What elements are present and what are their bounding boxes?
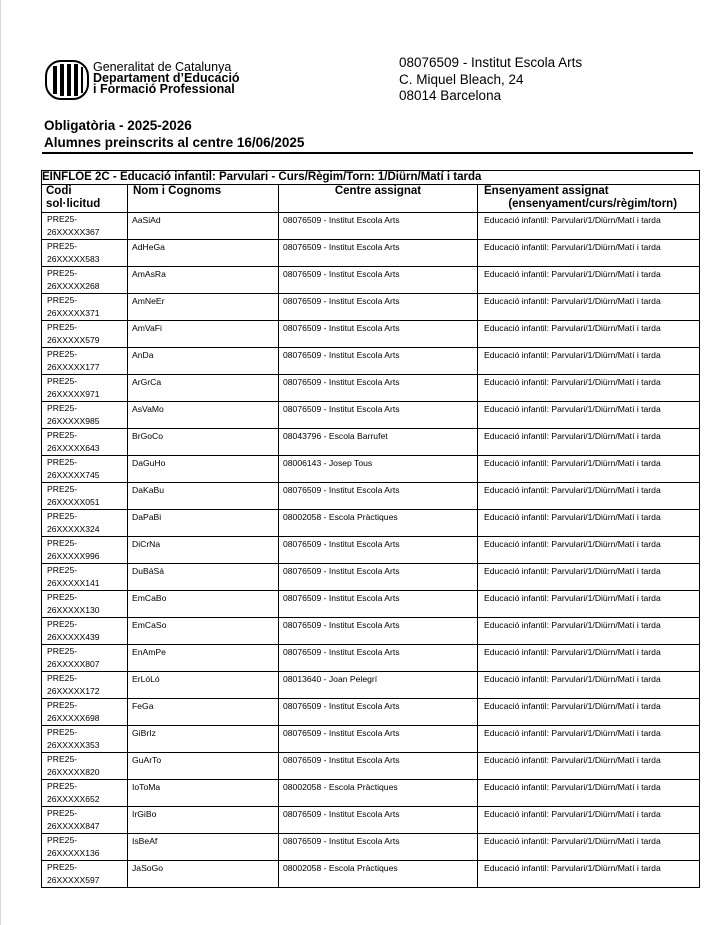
organization-block	[93, 62, 240, 95]
assigned-ensenyament: Educació infantil: Parvulari/1/Diürn/Matí i tarda	[478, 537, 700, 564]
assigned-ensenyament: Educació infantil: Parvulari/1/Diürn/Matí i tarda	[478, 456, 700, 483]
assigned-ensenyament: Educació infantil: Parvulari/1/Diürn/Matí i tarda	[478, 753, 700, 780]
request-code-number: 26XXXXX579	[47, 334, 100, 345]
assigned-centre: 08076509 - Institut Escola Arts	[279, 753, 478, 780]
table-row	[42, 213, 700, 240]
table-row	[42, 591, 700, 618]
student-name: AmNeEr	[128, 294, 279, 321]
student-name: EmCaSo	[128, 618, 279, 645]
request-code-prefix: PRE25-	[47, 862, 78, 872]
request-code-prefix: PRE25-	[47, 457, 78, 467]
request-code-number: 26XXXXX652	[47, 793, 100, 804]
assigned-centre: 08013640 - Joan Pelegrí	[279, 672, 478, 699]
school-city: 08014 Barcelona	[399, 88, 502, 103]
school-address	[399, 55, 582, 105]
request-code	[42, 672, 128, 699]
table-body	[42, 213, 700, 888]
request-code-number: 26XXXXX268	[47, 280, 100, 291]
request-code	[42, 591, 128, 618]
assigned-centre: 08043796 - Escola Barrufet	[279, 429, 478, 456]
student-name: DaKaBu	[128, 483, 279, 510]
header-ensenyament-line-1: Ensenyament assignat	[484, 185, 609, 197]
assigned-centre: 08076509 - Institut Escola Arts	[279, 321, 478, 348]
assigned-centre: 08076509 - Institut Escola Arts	[279, 699, 478, 726]
request-code-prefix: PRE25-	[47, 619, 78, 629]
request-code	[42, 861, 128, 888]
request-code	[42, 402, 128, 429]
assigned-ensenyament: Educació infantil: Parvulari/1/Diürn/Matí i tarda	[478, 429, 700, 456]
request-code	[42, 510, 128, 537]
table-row	[42, 240, 700, 267]
request-code	[42, 618, 128, 645]
request-code-number: 26XXXXX971	[47, 388, 100, 399]
table-row	[42, 699, 700, 726]
request-code	[42, 348, 128, 375]
request-code-prefix: PRE25-	[47, 484, 78, 494]
table-row	[42, 537, 700, 564]
request-code-number: 26XXXXX807	[47, 658, 100, 669]
request-code-number: 26XXXXX367	[47, 226, 100, 237]
request-code	[42, 375, 128, 402]
request-code-number: 26XXXXX643	[47, 442, 100, 453]
table-row	[42, 483, 700, 510]
student-name: AsVaMo	[128, 402, 279, 429]
request-code-prefix: PRE25-	[47, 592, 78, 602]
request-code	[42, 240, 128, 267]
table-row	[42, 510, 700, 537]
request-code	[42, 294, 128, 321]
request-code-prefix: PRE25-	[47, 511, 78, 521]
header-ensenyament-line-2: (ensenyament/curs/règim/torn)	[508, 198, 678, 210]
table-row	[42, 672, 700, 699]
assigned-ensenyament: Educació infantil: Parvulari/1/Diürn/Matí i tarda	[478, 591, 700, 618]
school-name: 08076509 - Institut Escola Arts	[399, 55, 583, 70]
student-name: GuArTo	[128, 753, 279, 780]
request-code-number: 26XXXXX136	[47, 847, 100, 858]
table-row	[42, 375, 700, 402]
request-code	[42, 267, 128, 294]
assigned-centre: 08076509 - Institut Escola Arts	[279, 834, 478, 861]
assigned-centre: 08076509 - Institut Escola Arts	[279, 240, 478, 267]
request-code	[42, 564, 128, 591]
request-code	[42, 537, 128, 564]
table-row	[42, 780, 700, 807]
request-code	[42, 429, 128, 456]
assigned-ensenyament: Educació infantil: Parvulari/1/Diürn/Matí i tarda	[478, 834, 700, 861]
assigned-ensenyament: Educació infantil: Parvulari/1/Diürn/Matí i tarda	[478, 780, 700, 807]
table-header	[42, 185, 700, 213]
table-row	[42, 645, 700, 672]
request-code-number: 26XXXXX583	[47, 253, 100, 264]
request-code-number: 26XXXXX597	[47, 874, 100, 885]
request-code-prefix: PRE25-	[47, 295, 78, 305]
table-row	[42, 834, 700, 861]
request-code-prefix: PRE25-	[47, 241, 78, 251]
header-name: Nom i Cognoms	[128, 185, 279, 213]
assigned-centre: 08002058 - Escola Pràctiques	[279, 780, 478, 807]
request-code-prefix: PRE25-	[47, 349, 78, 359]
assigned-ensenyament: Educació infantil: Parvulari/1/Diürn/Matí i tarda	[478, 321, 700, 348]
request-code-prefix: PRE25-	[47, 835, 78, 845]
request-code	[42, 834, 128, 861]
student-name: BrGoCo	[128, 429, 279, 456]
request-code-number: 26XXXXX698	[47, 712, 100, 723]
table-row	[42, 294, 700, 321]
request-code-prefix: PRE25-	[47, 781, 78, 791]
student-name: DaPaBi	[128, 510, 279, 537]
assigned-ensenyament: Educació infantil: Parvulari/1/Diürn/Matí i tarda	[478, 726, 700, 753]
student-name: IsBeAf	[128, 834, 279, 861]
request-code-prefix: PRE25-	[47, 754, 78, 764]
report-title: Obligatòria - 2025-2026	[44, 118, 192, 133]
assigned-ensenyament: Educació infantil: Parvulari/1/Diürn/Matí i tarda	[478, 348, 700, 375]
request-code-prefix: PRE25-	[47, 565, 78, 575]
student-name: EmCaBo	[128, 591, 279, 618]
organization-line-2: Departament d’Educació	[93, 71, 240, 85]
assigned-ensenyament: Educació infantil: Parvulari/1/Diürn/Matí i tarda	[478, 483, 700, 510]
table-row	[42, 321, 700, 348]
students-table	[41, 170, 700, 888]
assigned-ensenyament: Educació infantil: Parvulari/1/Diürn/Matí i tarda	[478, 510, 700, 537]
assigned-ensenyament: Educació infantil: Parvulari/1/Diürn/Matí i tarda	[478, 267, 700, 294]
request-code	[42, 483, 128, 510]
assigned-centre: 08076509 - Institut Escola Arts	[279, 591, 478, 618]
student-name: JaSoGo	[128, 861, 279, 888]
request-code	[42, 699, 128, 726]
assigned-ensenyament: Educació infantil: Parvulari/1/Diürn/Matí i tarda	[478, 645, 700, 672]
request-code-number: 26XXXXX141	[47, 577, 100, 588]
assigned-centre: 08076509 - Institut Escola Arts	[279, 618, 478, 645]
table-row	[42, 618, 700, 645]
request-code	[42, 753, 128, 780]
request-code	[42, 645, 128, 672]
request-code-number: 26XXXXX353	[47, 739, 100, 750]
header-code-line-1: Codi	[46, 185, 72, 197]
student-name: IrGiBo	[128, 807, 279, 834]
request-code-prefix: PRE25-	[47, 646, 78, 656]
assigned-centre: 08076509 - Institut Escola Arts	[279, 213, 478, 240]
request-code-number: 26XXXXX985	[47, 415, 100, 426]
assigned-ensenyament: Educació infantil: Parvulari/1/Diürn/Matí i tarda	[478, 213, 700, 240]
header-centre: Centre assignat	[279, 185, 478, 213]
assigned-ensenyament: Educació infantil: Parvulari/1/Diürn/Matí i tarda	[478, 672, 700, 699]
assigned-centre: 08002058 - Escola Pràctiques	[279, 510, 478, 537]
request-code-prefix: PRE25-	[47, 322, 78, 332]
assigned-centre: 08076509 - Institut Escola Arts	[279, 402, 478, 429]
assigned-centre: 08076509 - Institut Escola Arts	[279, 645, 478, 672]
assigned-centre: 08076509 - Institut Escola Arts	[279, 537, 478, 564]
header-code-line-2: sol·licitud	[46, 198, 101, 210]
request-code-number: 26XXXXX172	[47, 685, 100, 696]
student-name: ErLóLó	[128, 672, 279, 699]
assigned-ensenyament: Educació infantil: Parvulari/1/Diürn/Matí i tarda	[478, 618, 700, 645]
assigned-centre: 08006143 - Josep Tous	[279, 456, 478, 483]
table-row	[42, 402, 700, 429]
organization-line-3: i Formació Professional	[93, 82, 235, 96]
request-code-number: 26XXXXX745	[47, 469, 100, 480]
request-code-number: 26XXXXX324	[47, 523, 100, 534]
student-name: ArGrCa	[128, 375, 279, 402]
assigned-centre: 08076509 - Institut Escola Arts	[279, 294, 478, 321]
group-title: EINFLOE 2C - Educació infantil: Parvulari - Curs/Règim/Torn: 1/Diürn/Matí i tarda	[42, 171, 700, 185]
student-name: DuBáSá	[128, 564, 279, 591]
assigned-ensenyament: Educació infantil: Parvulari/1/Diürn/Matí i tarda	[478, 240, 700, 267]
table-row	[42, 564, 700, 591]
student-name: AdHeGa	[128, 240, 279, 267]
assigned-ensenyament: Educació infantil: Parvulari/1/Diürn/Matí i tarda	[478, 402, 700, 429]
request-code-number: 26XXXXX371	[47, 307, 100, 318]
request-code-prefix: PRE25-	[47, 673, 78, 683]
table-row	[42, 753, 700, 780]
request-code-number: 26XXXXX177	[47, 361, 100, 372]
assigned-centre: 08076509 - Institut Escola Arts	[279, 807, 478, 834]
assigned-centre: 08076509 - Institut Escola Arts	[279, 348, 478, 375]
request-code-prefix: PRE25-	[47, 700, 78, 710]
request-code	[42, 780, 128, 807]
table-row	[42, 861, 700, 888]
table-row	[42, 429, 700, 456]
table-row	[42, 456, 700, 483]
request-code	[42, 807, 128, 834]
request-code-prefix: PRE25-	[47, 538, 78, 548]
request-code-prefix: PRE25-	[47, 376, 78, 386]
report-heading	[44, 118, 304, 151]
request-code-prefix: PRE25-	[47, 727, 78, 737]
assigned-ensenyament: Educació infantil: Parvulari/1/Diürn/Matí i tarda	[478, 699, 700, 726]
student-name: GiBrIz	[128, 726, 279, 753]
request-code-prefix: PRE25-	[47, 214, 78, 224]
request-code-prefix: PRE25-	[47, 808, 78, 818]
header-code	[42, 185, 128, 213]
request-code	[42, 213, 128, 240]
student-name: FeGa	[128, 699, 279, 726]
student-name: AnDa	[128, 348, 279, 375]
assigned-centre: 08002058 - Escola Pràctiques	[279, 861, 478, 888]
assigned-ensenyament: Educació infantil: Parvulari/1/Diürn/Matí i tarda	[478, 807, 700, 834]
request-code-number: 26XXXXX847	[47, 820, 100, 831]
request-code	[42, 321, 128, 348]
table-row	[42, 807, 700, 834]
assigned-centre: 08076509 - Institut Escola Arts	[279, 483, 478, 510]
table-row	[42, 267, 700, 294]
page-edge	[0, 0, 1, 925]
assigned-ensenyament: Educació infantil: Parvulari/1/Diürn/Matí i tarda	[478, 564, 700, 591]
student-name: AmAsRa	[128, 267, 279, 294]
student-name: EnAmPe	[128, 645, 279, 672]
request-code	[42, 726, 128, 753]
student-name: AmVaFi	[128, 321, 279, 348]
header-ensenyament	[478, 185, 700, 213]
request-code-number: 26XXXXX051	[47, 496, 100, 507]
organization-line-1: Generalitat de Catalunya	[93, 60, 232, 74]
report-subtitle: Alumnes preinscrits al centre 16/06/2025	[44, 134, 305, 150]
assigned-centre: 08076509 - Institut Escola Arts	[279, 726, 478, 753]
table-row	[42, 726, 700, 753]
assigned-centre: 08076509 - Institut Escola Arts	[279, 375, 478, 402]
request-code-prefix: PRE25-	[47, 430, 78, 440]
assigned-centre: 08076509 - Institut Escola Arts	[279, 267, 478, 294]
student-name: DaGuHo	[128, 456, 279, 483]
request-code-number: 26XXXXX130	[47, 604, 100, 615]
request-code-number: 26XXXXX820	[47, 766, 100, 777]
assigned-ensenyament: Educació infantil: Parvulari/1/Diürn/Matí i tarda	[478, 294, 700, 321]
request-code	[42, 456, 128, 483]
request-code-prefix: PRE25-	[47, 403, 78, 413]
assigned-ensenyament: Educació infantil: Parvulari/1/Diürn/Matí i tarda	[478, 861, 700, 888]
student-name: IoToMa	[128, 780, 279, 807]
school-street: C. Miquel Bleach, 24	[399, 71, 524, 87]
request-code-number: 26XXXXX996	[47, 550, 100, 561]
assigned-centre: 08076509 - Institut Escola Arts	[279, 564, 478, 591]
group-row	[42, 171, 700, 185]
heading-divider	[42, 152, 693, 154]
student-name: AaSiAd	[128, 213, 279, 240]
assigned-ensenyament: Educació infantil: Parvulari/1/Diürn/Matí i tarda	[478, 375, 700, 402]
generalitat-logo-icon	[45, 60, 89, 100]
request-code-number: 26XXXXX439	[47, 631, 100, 642]
request-code-prefix: PRE25-	[47, 268, 78, 278]
table-row	[42, 348, 700, 375]
student-name: DiCrNa	[128, 537, 279, 564]
